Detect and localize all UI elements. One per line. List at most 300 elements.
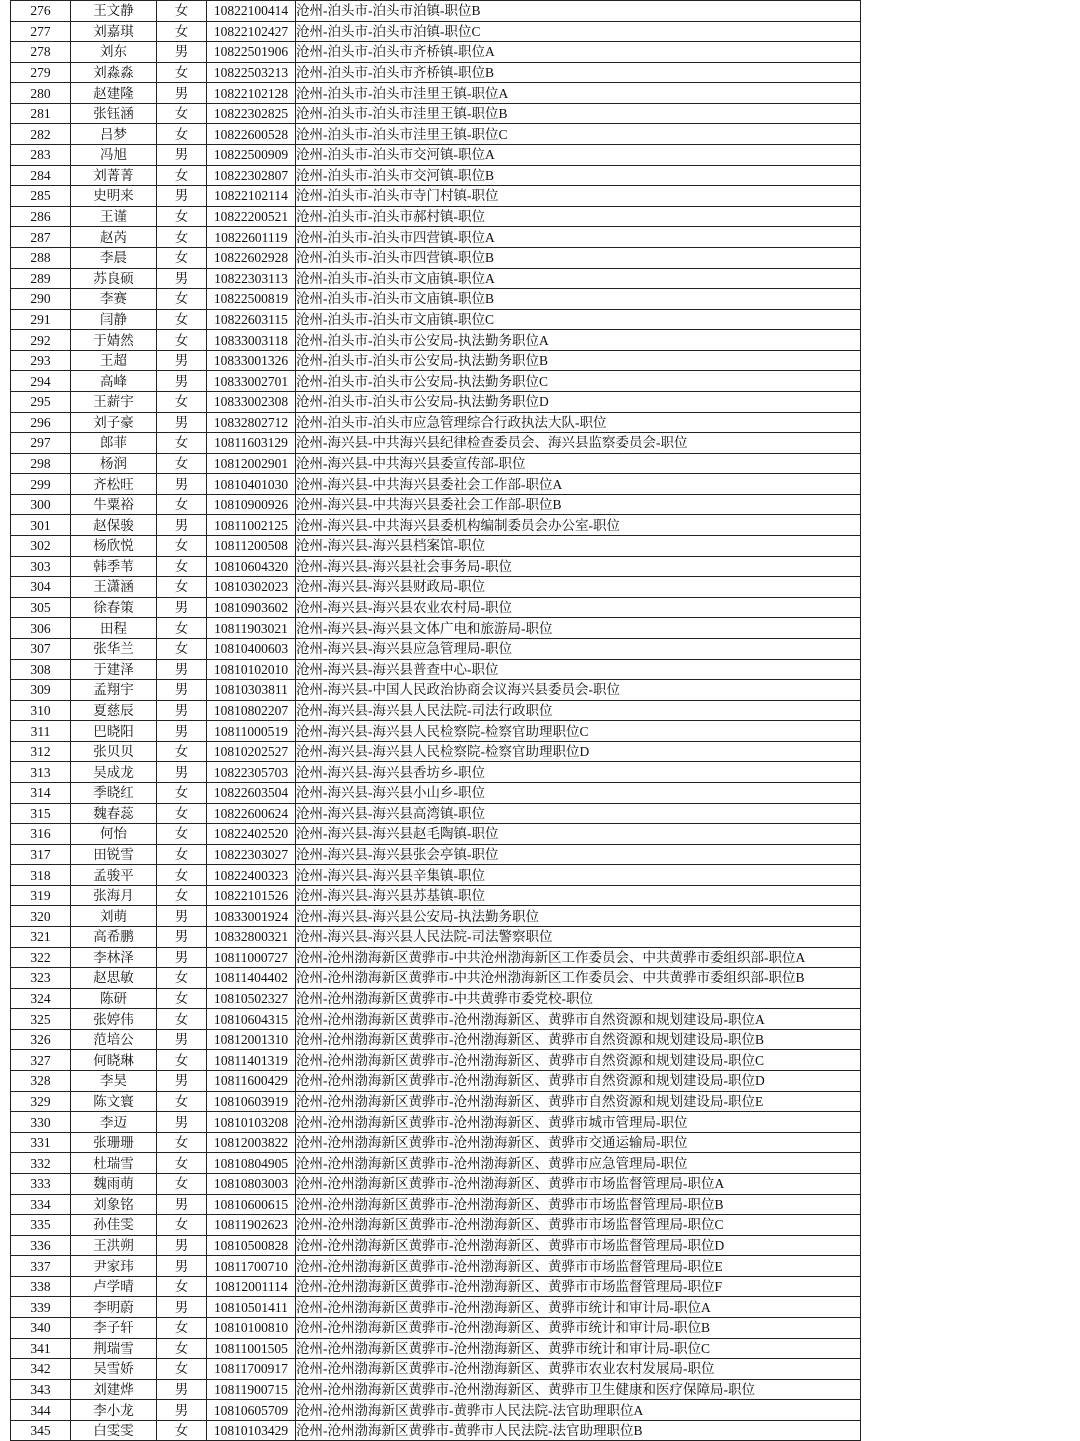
table-row <box>11 1215 861 1236</box>
row-number: 305 <box>11 597 71 618</box>
position-name: 沧州-泊头市-泊头市公安局-执法勤务职位D <box>296 391 861 412</box>
row-number: 288 <box>11 247 71 268</box>
candidate-gender: 女 <box>157 618 207 639</box>
candidate-name: 张婷伟 <box>71 1009 157 1030</box>
candidate-name: 闫静 <box>71 309 157 330</box>
candidate-table-body <box>11 1 861 1441</box>
row-number: 307 <box>11 638 71 659</box>
candidate-name: 韩季苇 <box>71 556 157 577</box>
exam-ticket-number: 10810903602 <box>207 597 296 618</box>
exam-ticket-number: 10833001924 <box>207 906 296 927</box>
row-number: 309 <box>11 680 71 701</box>
candidate-gender: 女 <box>157 391 207 412</box>
position-name: 沧州-海兴县-中共海兴县纪律检查委员会、海兴县监察委员会-职位 <box>296 433 861 454</box>
candidate-name: 刘菁菁 <box>71 165 157 186</box>
position-name: 沧州-沧州渤海新区黄骅市-沧州渤海新区、黄骅市市场监督管理局-职位A <box>296 1173 861 1194</box>
candidate-gender: 女 <box>157 1215 207 1236</box>
candidate-gender: 女 <box>157 782 207 803</box>
position-name: 沧州-泊头市-泊头市洼里王镇-职位A <box>296 83 861 104</box>
exam-ticket-number: 10810600615 <box>207 1194 296 1215</box>
candidate-gender: 女 <box>157 1 207 22</box>
candidate-gender: 男 <box>157 268 207 289</box>
table-row <box>11 1318 861 1339</box>
candidate-name: 刘象铭 <box>71 1194 157 1215</box>
candidate-gender: 女 <box>157 556 207 577</box>
table-row <box>11 741 861 762</box>
candidate-name: 范培公 <box>71 1029 157 1050</box>
row-number: 318 <box>11 865 71 886</box>
exam-ticket-number: 10822600624 <box>207 803 296 824</box>
position-name: 沧州-泊头市-泊头市应急管理综合行政执法大队-职位 <box>296 412 861 433</box>
table-row <box>11 103 861 124</box>
table-row <box>11 885 861 906</box>
position-name: 沧州-沧州渤海新区黄骅市-中共沧州渤海新区工作委员会、中共黄骅市委组织部-职位A <box>296 947 861 968</box>
position-name: 沧州-海兴县-海兴县应急管理局-职位 <box>296 638 861 659</box>
table-row <box>11 83 861 104</box>
row-number: 325 <box>11 1009 71 1030</box>
candidate-name: 卢学晴 <box>71 1276 157 1297</box>
exam-ticket-number: 10811603129 <box>207 433 296 454</box>
candidate-gender: 男 <box>157 1256 207 1277</box>
candidate-name: 刘东 <box>71 42 157 63</box>
row-number: 344 <box>11 1400 71 1421</box>
candidate-name: 赵芮 <box>71 227 157 248</box>
candidate-name: 陈文寰 <box>71 1091 157 1112</box>
candidate-name: 张海月 <box>71 885 157 906</box>
candidate-name: 郎菲 <box>71 433 157 454</box>
position-name: 沧州-沧州渤海新区黄骅市-沧州渤海新区、黄骅市市场监督管理局-职位B <box>296 1194 861 1215</box>
row-number: 324 <box>11 988 71 1009</box>
candidate-gender: 女 <box>157 638 207 659</box>
table-row <box>11 824 861 845</box>
exam-ticket-number: 10810500828 <box>207 1235 296 1256</box>
exam-ticket-number: 10822503213 <box>207 62 296 83</box>
table-row <box>11 1194 861 1215</box>
candidate-gender: 女 <box>157 1276 207 1297</box>
table-row <box>11 906 861 927</box>
row-number: 319 <box>11 885 71 906</box>
position-name: 沧州-沧州渤海新区黄骅市-中共黄骅市委党校-职位 <box>296 988 861 1009</box>
candidate-name: 刘建烨 <box>71 1379 157 1400</box>
table-row <box>11 145 861 166</box>
candidate-name: 王洪朔 <box>71 1235 157 1256</box>
position-name: 沧州-海兴县-中共海兴县委宣传部-职位 <box>296 453 861 474</box>
exam-ticket-number: 10822600528 <box>207 124 296 145</box>
candidate-gender: 男 <box>157 659 207 680</box>
position-name: 沧州-泊头市-泊头市公安局-执法勤务职位B <box>296 350 861 371</box>
table-row <box>11 412 861 433</box>
position-name: 沧州-海兴县-海兴县档案馆-职位 <box>296 536 861 557</box>
candidate-gender: 男 <box>157 1194 207 1215</box>
exam-ticket-number: 10822501906 <box>207 42 296 63</box>
position-name: 沧州-沧州渤海新区黄骅市-黄骅市人民法院-法官助理职位A <box>296 1400 861 1421</box>
candidate-gender: 女 <box>157 968 207 989</box>
candidate-name: 冯旭 <box>71 145 157 166</box>
position-name: 沧州-泊头市-泊头市公安局-执法勤务职位C <box>296 371 861 392</box>
exam-ticket-number: 10822102427 <box>207 21 296 42</box>
position-name: 沧州-泊头市-泊头市四营镇-职位A <box>296 227 861 248</box>
position-name: 沧州-海兴县-海兴县人民法院-司法行政职位 <box>296 700 861 721</box>
position-name: 沧州-泊头市-泊头市交河镇-职位B <box>296 165 861 186</box>
candidate-name: 巴晓阳 <box>71 721 157 742</box>
candidate-name: 李明蔚 <box>71 1297 157 1318</box>
candidate-gender: 男 <box>157 186 207 207</box>
candidate-name: 魏春蕊 <box>71 803 157 824</box>
candidate-name: 苏良硕 <box>71 268 157 289</box>
candidate-gender: 女 <box>157 1338 207 1359</box>
position-name: 沧州-沧州渤海新区黄骅市-沧州渤海新区、黄骅市统计和审计局-职位C <box>296 1338 861 1359</box>
exam-ticket-number: 10822500909 <box>207 145 296 166</box>
candidate-name: 王薪宇 <box>71 391 157 412</box>
exam-ticket-number: 10810103208 <box>207 1112 296 1133</box>
candidate-name: 季晓红 <box>71 782 157 803</box>
exam-ticket-number: 10811000727 <box>207 947 296 968</box>
row-number: 334 <box>11 1194 71 1215</box>
candidate-name: 王潇涵 <box>71 577 157 598</box>
row-number: 322 <box>11 947 71 968</box>
exam-ticket-number: 10810804905 <box>207 1153 296 1174</box>
row-number: 306 <box>11 618 71 639</box>
exam-ticket-number: 10810303811 <box>207 680 296 701</box>
row-number: 335 <box>11 1215 71 1236</box>
position-name: 沧州-沧州渤海新区黄骅市-沧州渤海新区、黄骅市市场监督管理局-职位D <box>296 1235 861 1256</box>
candidate-gender: 男 <box>157 474 207 495</box>
table-row <box>11 206 861 227</box>
candidate-table <box>10 0 861 1441</box>
candidate-gender: 女 <box>157 885 207 906</box>
candidate-gender: 男 <box>157 721 207 742</box>
row-number: 329 <box>11 1091 71 1112</box>
position-name: 沧州-海兴县-海兴县社会事务局-职位 <box>296 556 861 577</box>
position-name: 沧州-海兴县-海兴县人民检察院-检察官助理职位C <box>296 721 861 742</box>
candidate-gender: 女 <box>157 103 207 124</box>
position-name: 沧州-海兴县-海兴县辛集镇-职位 <box>296 865 861 886</box>
table-row <box>11 21 861 42</box>
row-number: 343 <box>11 1379 71 1400</box>
table-row <box>11 1338 861 1359</box>
table-row <box>11 1153 861 1174</box>
candidate-gender: 男 <box>157 371 207 392</box>
position-name: 沧州-泊头市-泊头市四营镇-职位B <box>296 247 861 268</box>
candidate-name: 李迈 <box>71 1112 157 1133</box>
table-row <box>11 947 861 968</box>
candidate-gender: 女 <box>157 494 207 515</box>
candidate-name: 孟骏平 <box>71 865 157 886</box>
exam-ticket-number: 10833001326 <box>207 350 296 371</box>
row-number: 327 <box>11 1050 71 1071</box>
position-name: 沧州-海兴县-海兴县高湾镇-职位 <box>296 803 861 824</box>
exam-ticket-number: 10822102114 <box>207 186 296 207</box>
candidate-name: 赵建隆 <box>71 83 157 104</box>
candidate-gender: 女 <box>157 1420 207 1441</box>
exam-ticket-number: 10810302023 <box>207 577 296 598</box>
row-number: 284 <box>11 165 71 186</box>
table-row <box>11 927 861 948</box>
candidate-gender: 男 <box>157 350 207 371</box>
position-name: 沧州-沧州渤海新区黄骅市-沧州渤海新区、黄骅市农业农村发展局-职位 <box>296 1359 861 1380</box>
candidate-gender: 女 <box>157 330 207 351</box>
candidate-name: 夏慈辰 <box>71 700 157 721</box>
candidate-gender: 女 <box>157 865 207 886</box>
table-row <box>11 1235 861 1256</box>
position-name: 沧州-海兴县-海兴县财政局-职位 <box>296 577 861 598</box>
position-name: 沧州-沧州渤海新区黄骅市-沧州渤海新区、黄骅市市场监督管理局-职位F <box>296 1276 861 1297</box>
candidate-name: 田程 <box>71 618 157 639</box>
position-name: 沧州-沧州渤海新区黄骅市-沧州渤海新区、黄骅市自然资源和规划建设局-职位E <box>296 1091 861 1112</box>
position-name: 沧州-泊头市-泊头市泊镇-职位C <box>296 21 861 42</box>
table-row <box>11 638 861 659</box>
position-name: 沧州-泊头市-泊头市齐桥镇-职位B <box>296 62 861 83</box>
candidate-gender: 女 <box>157 247 207 268</box>
position-name: 沧州-泊头市-泊头市交河镇-职位A <box>296 145 861 166</box>
candidate-gender: 女 <box>157 1091 207 1112</box>
row-number: 317 <box>11 844 71 865</box>
table-row <box>11 988 861 1009</box>
candidate-gender: 女 <box>157 844 207 865</box>
candidate-name: 吕梦 <box>71 124 157 145</box>
table-row <box>11 536 861 557</box>
row-number: 340 <box>11 1318 71 1339</box>
candidate-gender: 女 <box>157 741 207 762</box>
position-name: 沧州-海兴县-海兴县小山乡-职位 <box>296 782 861 803</box>
table-row <box>11 433 861 454</box>
candidate-name: 刘子豪 <box>71 412 157 433</box>
row-number: 295 <box>11 391 71 412</box>
exam-ticket-number: 10833002308 <box>207 391 296 412</box>
position-name: 沧州-海兴县-海兴县农业农村局-职位 <box>296 597 861 618</box>
row-number: 286 <box>11 206 71 227</box>
candidate-name: 王谨 <box>71 206 157 227</box>
exam-ticket-number: 10822305703 <box>207 762 296 783</box>
exam-ticket-number: 10822302825 <box>207 103 296 124</box>
table-row <box>11 865 861 886</box>
position-name: 沧州-泊头市-泊头市文庙镇-职位B <box>296 289 861 310</box>
exam-ticket-number: 10810604320 <box>207 556 296 577</box>
table-row <box>11 597 861 618</box>
table-row <box>11 124 861 145</box>
candidate-gender: 女 <box>157 227 207 248</box>
row-number: 312 <box>11 741 71 762</box>
candidate-name: 王文静 <box>71 1 157 22</box>
candidate-gender: 女 <box>157 62 207 83</box>
position-name: 沧州-沧州渤海新区黄骅市-中共沧州渤海新区工作委员会、中共黄骅市委组织部-职位B <box>296 968 861 989</box>
position-name: 沧州-海兴县-海兴县人民检察院-检察官助理职位D <box>296 741 861 762</box>
candidate-gender: 女 <box>157 988 207 1009</box>
position-name: 沧州-沧州渤海新区黄骅市-沧州渤海新区、黄骅市自然资源和规划建设局-职位A <box>296 1009 861 1030</box>
table-row <box>11 350 861 371</box>
exam-ticket-number: 10822100414 <box>207 1 296 22</box>
candidate-gender: 男 <box>157 1235 207 1256</box>
candidate-name: 李赛 <box>71 289 157 310</box>
table-row <box>11 515 861 536</box>
candidate-gender: 男 <box>157 83 207 104</box>
row-number: 321 <box>11 927 71 948</box>
table-row <box>11 247 861 268</box>
candidate-gender: 男 <box>157 680 207 701</box>
row-number: 339 <box>11 1297 71 1318</box>
table-row <box>11 1050 861 1071</box>
row-number: 323 <box>11 968 71 989</box>
position-name: 沧州-海兴县-海兴县张会亭镇-职位 <box>296 844 861 865</box>
candidate-gender: 男 <box>157 42 207 63</box>
candidate-name: 杜瑞雪 <box>71 1153 157 1174</box>
candidate-gender: 男 <box>157 145 207 166</box>
table-row <box>11 1112 861 1133</box>
row-number: 308 <box>11 659 71 680</box>
candidate-name: 孙佳雯 <box>71 1215 157 1236</box>
exam-ticket-number: 10810605709 <box>207 1400 296 1421</box>
row-number: 290 <box>11 289 71 310</box>
row-number: 293 <box>11 350 71 371</box>
exam-ticket-number: 10810202527 <box>207 741 296 762</box>
row-number: 279 <box>11 62 71 83</box>
table-row <box>11 165 861 186</box>
table-row <box>11 227 861 248</box>
row-number: 332 <box>11 1153 71 1174</box>
exam-ticket-number: 10810900926 <box>207 494 296 515</box>
table-row <box>11 1297 861 1318</box>
candidate-gender: 男 <box>157 1071 207 1092</box>
row-number: 337 <box>11 1256 71 1277</box>
candidate-gender: 女 <box>157 453 207 474</box>
exam-ticket-number: 10822302807 <box>207 165 296 186</box>
table-row <box>11 721 861 742</box>
table-row <box>11 1359 861 1380</box>
candidate-gender: 男 <box>157 1400 207 1421</box>
row-number: 289 <box>11 268 71 289</box>
table-row <box>11 1173 861 1194</box>
position-name: 沧州-沧州渤海新区黄骅市-沧州渤海新区、黄骅市市场监督管理局-职位C <box>296 1215 861 1236</box>
candidate-gender: 男 <box>157 412 207 433</box>
position-name: 沧州-泊头市-泊头市泊镇-职位B <box>296 1 861 22</box>
row-number: 282 <box>11 124 71 145</box>
candidate-gender: 男 <box>157 762 207 783</box>
table-row <box>11 803 861 824</box>
candidate-name: 李昊 <box>71 1071 157 1092</box>
exam-ticket-number: 10833002701 <box>207 371 296 392</box>
row-number: 333 <box>11 1173 71 1194</box>
table-row <box>11 618 861 639</box>
exam-ticket-number: 10811900715 <box>207 1379 296 1400</box>
candidate-gender: 男 <box>157 1297 207 1318</box>
candidate-gender: 男 <box>157 597 207 618</box>
row-number: 298 <box>11 453 71 474</box>
table-row <box>11 391 861 412</box>
row-number: 276 <box>11 1 71 22</box>
candidate-name: 于婧然 <box>71 330 157 351</box>
position-name: 沧州-海兴县-中共海兴县委社会工作部-职位A <box>296 474 861 495</box>
position-name: 沧州-海兴县-海兴县人民法院-司法警察职位 <box>296 927 861 948</box>
row-number: 330 <box>11 1112 71 1133</box>
exam-ticket-number: 10811001505 <box>207 1338 296 1359</box>
table-row <box>11 371 861 392</box>
candidate-name: 刘嘉琪 <box>71 21 157 42</box>
candidate-name: 孟翔宇 <box>71 680 157 701</box>
candidate-gender: 女 <box>157 309 207 330</box>
exam-ticket-number: 10811600429 <box>207 1071 296 1092</box>
candidate-name: 田锐雪 <box>71 844 157 865</box>
row-number: 326 <box>11 1029 71 1050</box>
position-name: 沧州-沧州渤海新区黄骅市-沧州渤海新区、黄骅市自然资源和规划建设局-职位D <box>296 1071 861 1092</box>
table-row <box>11 268 861 289</box>
row-number: 280 <box>11 83 71 104</box>
candidate-gender: 女 <box>157 165 207 186</box>
position-name: 沧州-泊头市-泊头市洼里王镇-职位C <box>296 124 861 145</box>
candidate-gender: 女 <box>157 124 207 145</box>
table-row <box>11 1091 861 1112</box>
exam-ticket-number: 10810100810 <box>207 1318 296 1339</box>
position-name: 沧州-海兴县-海兴县文体广电和旅游局-职位 <box>296 618 861 639</box>
row-number: 341 <box>11 1338 71 1359</box>
candidate-gender: 男 <box>157 927 207 948</box>
candidate-gender: 女 <box>157 803 207 824</box>
exam-ticket-number: 10811700917 <box>207 1359 296 1380</box>
candidate-name: 牛粟裕 <box>71 494 157 515</box>
candidate-gender: 男 <box>157 1379 207 1400</box>
exam-ticket-number: 10822402520 <box>207 824 296 845</box>
candidate-name: 杨润 <box>71 453 157 474</box>
table-row <box>11 1256 861 1277</box>
position-name: 沧州-海兴县-海兴县苏基镇-职位 <box>296 885 861 906</box>
exam-ticket-number: 10811000519 <box>207 721 296 742</box>
exam-ticket-number: 10811404402 <box>207 968 296 989</box>
table-row <box>11 844 861 865</box>
candidate-name: 何晓琳 <box>71 1050 157 1071</box>
exam-ticket-number: 10810102010 <box>207 659 296 680</box>
position-name: 沧州-泊头市-泊头市洼里王镇-职位B <box>296 103 861 124</box>
position-name: 沧州-海兴县-海兴县赵毛陶镇-职位 <box>296 824 861 845</box>
exam-ticket-number: 10822400323 <box>207 865 296 886</box>
table-row <box>11 1420 861 1441</box>
exam-ticket-number: 10812001114 <box>207 1276 296 1297</box>
candidate-name: 白雯雯 <box>71 1420 157 1441</box>
row-number: 316 <box>11 824 71 845</box>
candidate-gender: 男 <box>157 515 207 536</box>
candidate-name: 张珊珊 <box>71 1132 157 1153</box>
row-number: 303 <box>11 556 71 577</box>
exam-ticket-number: 10832802712 <box>207 412 296 433</box>
table-row <box>11 309 861 330</box>
candidate-name: 荆瑞雪 <box>71 1338 157 1359</box>
candidate-name: 赵保骏 <box>71 515 157 536</box>
candidate-gender: 男 <box>157 700 207 721</box>
row-number: 287 <box>11 227 71 248</box>
exam-ticket-number: 10811002125 <box>207 515 296 536</box>
candidate-name: 齐松旺 <box>71 474 157 495</box>
position-name: 沧州-海兴县-海兴县香坊乡-职位 <box>296 762 861 783</box>
exam-ticket-number: 10832800321 <box>207 927 296 948</box>
candidate-gender: 女 <box>157 1050 207 1071</box>
row-number: 314 <box>11 782 71 803</box>
table-row <box>11 968 861 989</box>
exam-ticket-number: 10810603919 <box>207 1091 296 1112</box>
candidate-name: 李晨 <box>71 247 157 268</box>
row-number: 300 <box>11 494 71 515</box>
exam-ticket-number: 10810803003 <box>207 1173 296 1194</box>
row-number: 302 <box>11 536 71 557</box>
exam-ticket-number: 10833003118 <box>207 330 296 351</box>
row-number: 297 <box>11 433 71 454</box>
exam-ticket-number: 10810502327 <box>207 988 296 1009</box>
exam-ticket-number: 10822303113 <box>207 268 296 289</box>
table-row <box>11 494 861 515</box>
candidate-gender: 男 <box>157 906 207 927</box>
candidate-name: 刘萌 <box>71 906 157 927</box>
exam-ticket-number: 10810103429 <box>207 1420 296 1441</box>
exam-ticket-number: 10811401319 <box>207 1050 296 1071</box>
candidate-name: 李小龙 <box>71 1400 157 1421</box>
candidate-gender: 男 <box>157 947 207 968</box>
